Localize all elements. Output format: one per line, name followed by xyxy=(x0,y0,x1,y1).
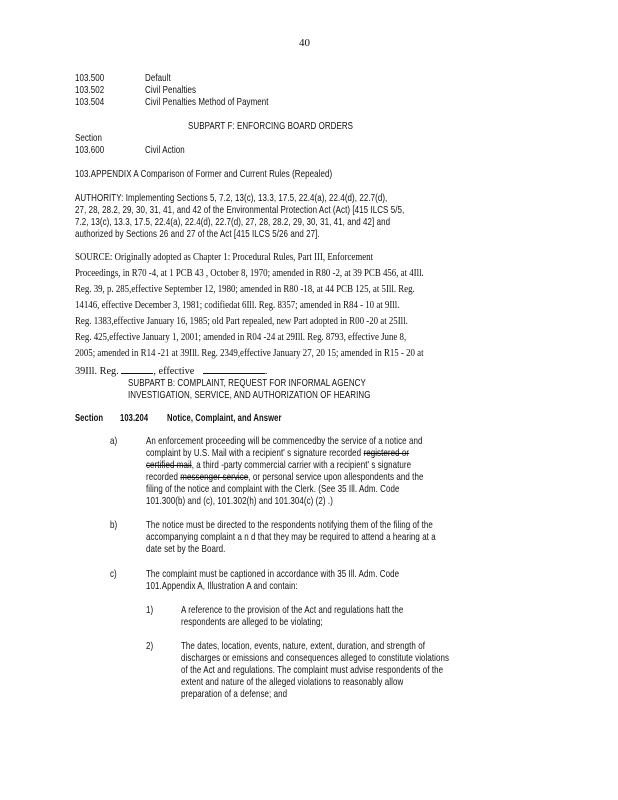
item-line: The dates, location, events, nature, extent, duration, and strength of xyxy=(181,641,426,652)
toc-title: Civil Penalties Method of Payment xyxy=(145,97,269,108)
item-line: of the Act and regulations. The complaint must advise respondents of the xyxy=(181,665,444,676)
toc-number: 103.502 xyxy=(75,85,105,96)
blank-date-field xyxy=(203,364,265,374)
toc-title: Default xyxy=(145,73,171,84)
paragraph-text: , a third -party commercial carrier with a recipient' s signature xyxy=(191,460,412,471)
toc-number: 103.504 xyxy=(75,97,105,108)
paragraph-line: 101.300(b) and (c), 101.302(h) and 101.304(c) (2) .) xyxy=(146,496,333,507)
paragraph-line: filing of the notice and complaint with the Clerk. (See 35 Ill. Adm. Code xyxy=(146,484,400,495)
source-line: Reg. 1383,effective January 16, 1985; old Part repealed, new Part adopted in R00 -20 at 25Ill. xyxy=(75,316,408,327)
item-label: 2) xyxy=(146,641,154,652)
item-line: preparation of a defense; and xyxy=(181,689,288,700)
section-label: Section xyxy=(75,133,103,144)
paragraph-label: b) xyxy=(110,520,118,531)
paragraph-line xyxy=(146,448,409,461)
source-line: 14146, effective December 3, 1981; codifiedat 6Ill. Reg. 8357; amended in R84 - 10 at 9Ill. xyxy=(75,300,400,311)
toc-number: 103.500 xyxy=(75,73,105,84)
page-number: 40 xyxy=(299,37,310,49)
item-line: extent and nature of the alleged violations to reasonably allow xyxy=(181,677,404,688)
item-line: respondents are alleged to be violating; xyxy=(181,617,323,628)
deleted-text: registered or xyxy=(363,448,410,459)
paragraph-line xyxy=(146,472,423,485)
paragraph-line: accompanying complaint a n d that they may be required to attend a hearing at a xyxy=(146,532,436,543)
source-last-line: 39Ill. Reg. , effective . xyxy=(75,366,268,377)
paragraph-line: The notice must be directed to the respondents notifying them of the filing of the xyxy=(146,520,433,531)
section-heading-number: 103.204 xyxy=(120,413,149,424)
paragraph-text: complaint by U.S. Mail with a recipient' s signature recorded xyxy=(146,448,362,459)
source-line: 2005; amended in R14 -21 at 39Ill. Reg. 2349,effective January 27, 20 15; amended in R15 - 20 at xyxy=(75,348,424,359)
item-line: A reference to the provision of the Act and regulations hatt the xyxy=(181,605,404,616)
paragraph-label: c) xyxy=(110,569,117,580)
paragraph-line: The complaint must be captioned in accordance with 35 Ill. Adm. Code xyxy=(146,569,400,580)
appendix-entry: 103.APPENDIX A Comparison of Former and Current Rules (Repealed) xyxy=(75,169,333,180)
subpart-b-heading-line2: INVESTIGATION, SERVICE, AND AUTHORIZATION OF HEARING xyxy=(128,390,371,401)
deleted-text: certified mail xyxy=(146,460,192,471)
section-heading-title: Notice, Complaint, and Answer xyxy=(167,413,282,424)
source-line: Reg. 39, p. 285,effective September 12, 1980; amended in R80 -18, at 44 PCB 125, at 5Ill. Reg. xyxy=(75,284,415,295)
section-heading-label: Section xyxy=(75,413,104,424)
toc-number: 103.600 xyxy=(75,145,105,156)
source-line: Reg. 425,effective January 1, 2001; amended in R04 -24 at 29Ill. Reg. 8793, effective June 8, xyxy=(75,332,407,343)
toc-title: Civil Action xyxy=(145,145,185,156)
item-line: discharges or emissions and consequences alleged to constitute violations xyxy=(181,653,450,664)
paragraph-text: recorded xyxy=(146,472,178,483)
authority-line: authorized by Sections 26 and 27 of the Act [415 ILCS 5/26 and 27]. xyxy=(75,229,320,240)
source-last-end: . xyxy=(264,366,268,377)
paragraph-text: , or personal service upon allespondents and the xyxy=(248,472,424,483)
deleted-text: messenger service xyxy=(180,472,249,483)
paragraph-line: 101.Appendix A, Illustration A and contain: xyxy=(146,581,298,592)
authority-line: AUTHORITY: Implementing Sections 5, 7.2, 13(c), 13.3, 17.5, 22.4(a), 22.4(d), 22.7(d), xyxy=(75,193,388,204)
blank-volume-field xyxy=(121,364,153,374)
toc-title: Civil Penalties xyxy=(145,85,197,96)
subpart-f-heading: SUBPART F: ENFORCING BOARD ORDERS xyxy=(188,121,354,132)
paragraph-line xyxy=(146,460,411,473)
subpart-b-heading-line1: SUBPART B: COMPLAINT, REQUEST FOR INFORMAL AGENCY xyxy=(128,378,366,389)
source-line: SOURCE: Originally adopted as Chapter 1: Procedural Rules, Part III, Enforcement xyxy=(75,252,374,263)
paragraph-line: date set by the Board. xyxy=(146,544,226,555)
item-label: 1) xyxy=(146,605,154,616)
authority-line: 7.2, 13(c), 13.3, 17.5, 22.4(a), 22.4(d), 22.7(d), 27, 28, 28.2, 29, 30, 31, 41, and 42] and xyxy=(75,217,391,228)
source-line: Proceedings, in R70 -4, at 1 PCB 43 , October 8, 1970; amended in R80 -2, at 39 PCB 456, at 4Ill. xyxy=(75,268,424,279)
source-last-effective: effective xyxy=(158,366,195,377)
authority-line: 27, 28, 28.2, 29, 30, 31, 41, and 42 of the Environmental Protection Act (Act) [415 ILCS 5/5, xyxy=(75,205,405,216)
paragraph-label: a) xyxy=(110,436,118,447)
source-last-prefix: 39Ill. Reg. xyxy=(75,366,119,377)
paragraph-line: An enforcement proceeding will be commencedby the service of a notice and xyxy=(146,436,423,447)
